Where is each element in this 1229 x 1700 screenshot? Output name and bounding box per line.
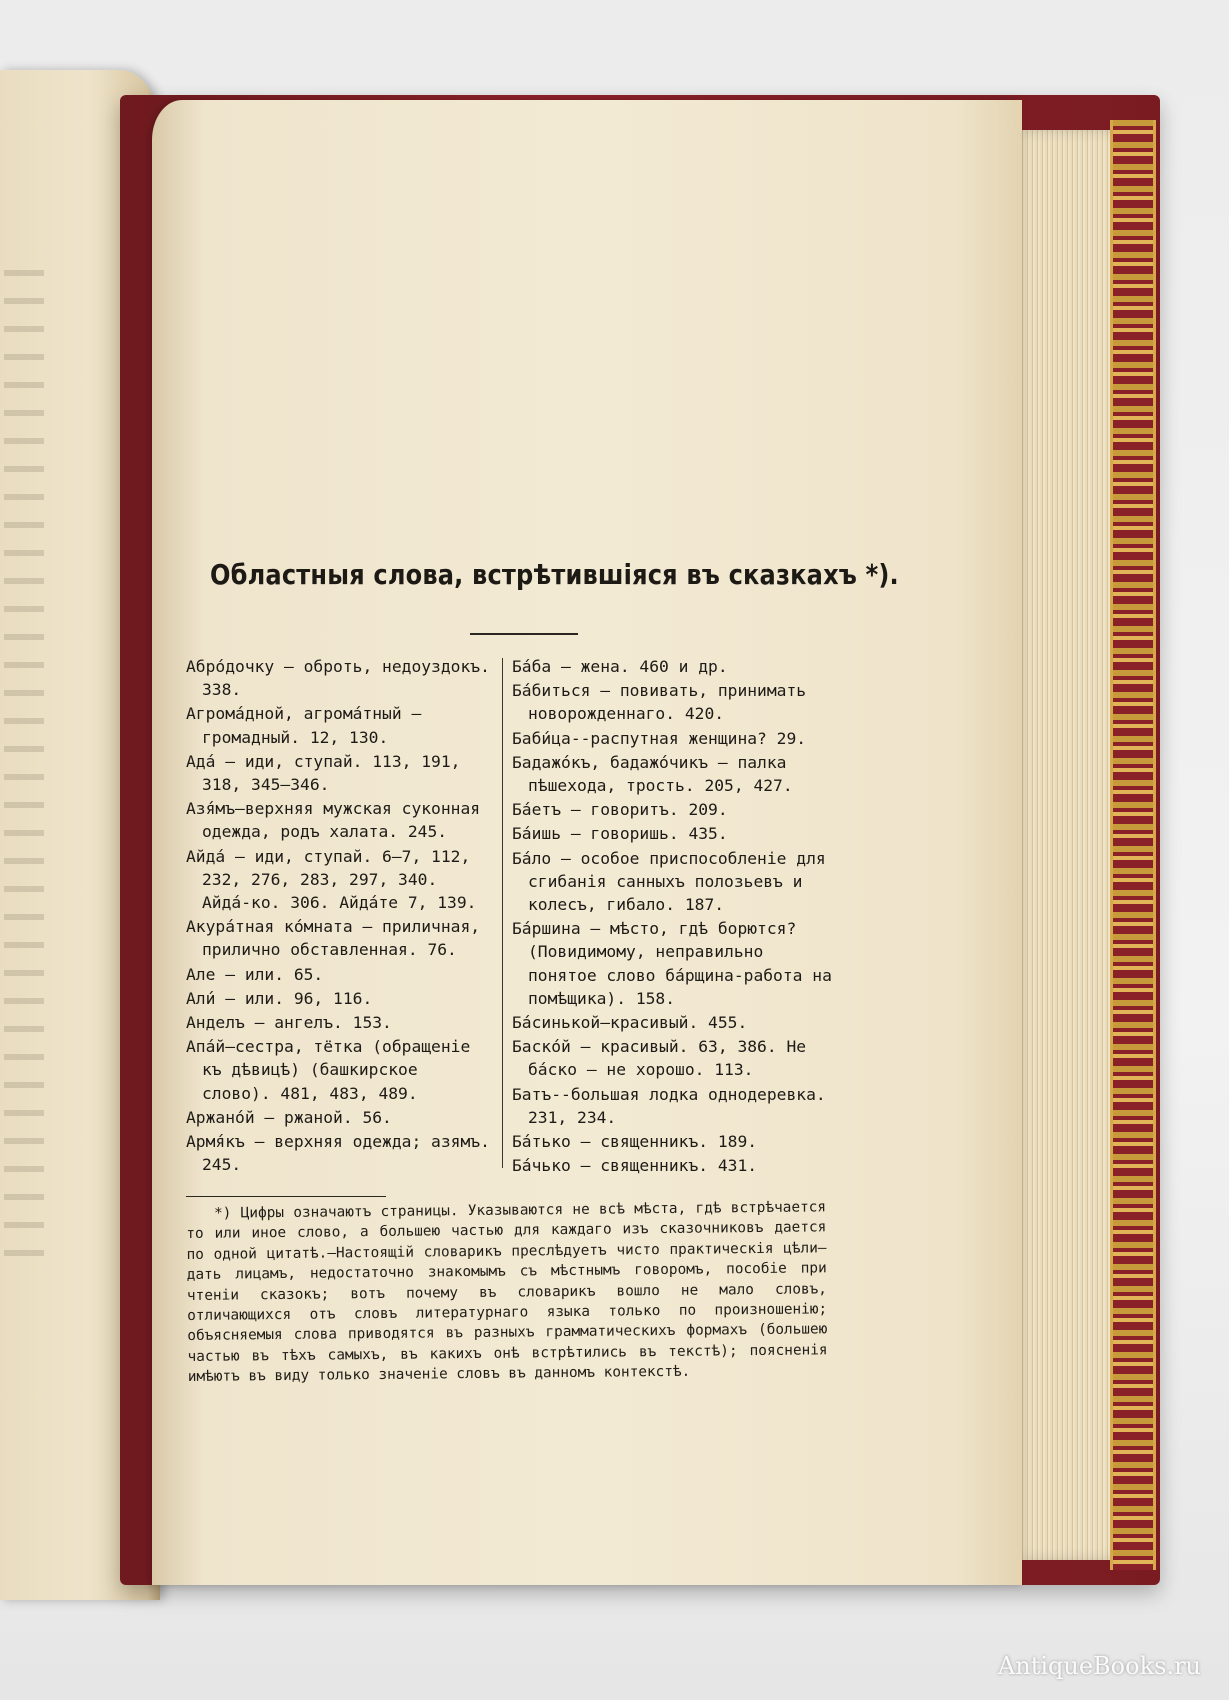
list-item: Ба́ло — особое приспособленіе для сгибанія санныхъ полозьевъ и колесъ, гибало. 187. bbox=[512, 848, 826, 915]
list-item: Ба́ба — жена. 460 и др. bbox=[512, 657, 728, 676]
list-item: Армя́къ — верхняя одежда; азямъ. 245. bbox=[186, 1132, 490, 1175]
footnote-rule bbox=[186, 1196, 386, 1197]
page-title: Областныя слова, встрѣтившіяся въ сказкахъ *). bbox=[210, 558, 899, 591]
list-item: Азя́мъ—верхняя мужская суконная одежда, родъ халата. 245. bbox=[186, 799, 481, 842]
list-item: Айда́ — иди, ступай. 6—7, 112, 232, 276, 283, 297, 340. Айда́-ко. 306. Айда́те 7, 139. bbox=[186, 846, 477, 913]
list-item: Але — или. 65. bbox=[186, 964, 324, 984]
list-item: Бадажо́къ, бадажо́чикъ — палка пѣшехода, трость. 205, 427. bbox=[512, 752, 793, 796]
left-page-text-fragments bbox=[4, 270, 44, 1270]
list-item: Баско́й — красивый. 63, 386. Не ба́ско — не хорошо. 113. bbox=[512, 1037, 807, 1080]
left-column bbox=[186, 655, 496, 1177]
footnote-text: *) Цифры означаютъ страницы. Указываются не всѣ мѣста, гдѣ встрѣчается то или иное слово, а большею частью для каждаго изъ сказочниковъ дается по одной цитатѣ.—Настоящій словарикъ преслѣдуетъ чисто практическія цѣли—дать лицамъ, недостаточно знакомымъ съ мѣстнымъ говоромъ, пособіе при чтеніи сказокъ; вотъ почему въ словарикъ вошло не мало словъ, отличающихся отъ словъ литературнаго языка только по произношенію; объясняемыя слова приводятся въ разныхъ грамматическихъ формахъ (большею частью въ тѣхъ самыхъ, въ какихъ онѣ встрѣтились въ текстѣ); поясненія имѣютъ въ виду только значеніе словъ въ данномъ контекстѣ. bbox=[186, 1199, 828, 1386]
list-item: Ба́ишь — говоришь. 435. bbox=[512, 824, 728, 844]
list-item: Баби́ца--распутная женщина? 29. bbox=[512, 728, 807, 748]
list-item: Ба́ршина — мѣсто, гдѣ борются? (Повидимому, неправильно понятое слово ба́рщина-работа на помѣщика). 158. bbox=[512, 919, 832, 1008]
list-item: Апа́й—сестра, тётка (обращеніе къ дѣвицѣ) (башкирское слово). 481, 483, 489. bbox=[186, 1037, 471, 1103]
page-edges bbox=[1010, 130, 1120, 1560]
list-item: Анделъ — ангелъ. 153. bbox=[186, 1013, 392, 1033]
column-divider bbox=[502, 658, 503, 1168]
watermark: AntiqueBooks.ru bbox=[997, 1652, 1201, 1680]
title-rule bbox=[470, 633, 578, 635]
gilt-border bbox=[1110, 120, 1156, 1570]
list-item: Абро́дочку — оброть, недоуздокъ. 338. bbox=[186, 657, 490, 700]
list-item: Ба́чько — священникъ. 431. bbox=[512, 1156, 758, 1176]
right-column bbox=[512, 655, 834, 1178]
list-item: Агрома́дной, агрома́тный — громадный. 12, 130. bbox=[186, 704, 422, 747]
list-item: Ба́етъ — говоритъ. 209. bbox=[512, 800, 728, 820]
list-item: Аржано́й — ржаной. 56. bbox=[186, 1107, 392, 1127]
list-item: Батъ--большая лодка однодеревка. 231, 234. bbox=[512, 1084, 826, 1127]
list-item: Ада́ — иди, ступай. 113, 191, 318, 345—346. bbox=[186, 751, 461, 795]
list-item: Ба́биться — повивать, принимать новорожденнаго. 420. bbox=[512, 681, 807, 724]
list-item: Али́ — или. 96, 116. bbox=[186, 988, 373, 1008]
list-item: Акура́тная ко́мната — приличная, прилично обставленная. 76. bbox=[186, 917, 481, 960]
list-item: Ба́синькой—красивый. 455. bbox=[512, 1013, 748, 1033]
list-item: Ба́тько — священникъ. 189. bbox=[512, 1132, 758, 1152]
footnote bbox=[186, 1197, 828, 1387]
